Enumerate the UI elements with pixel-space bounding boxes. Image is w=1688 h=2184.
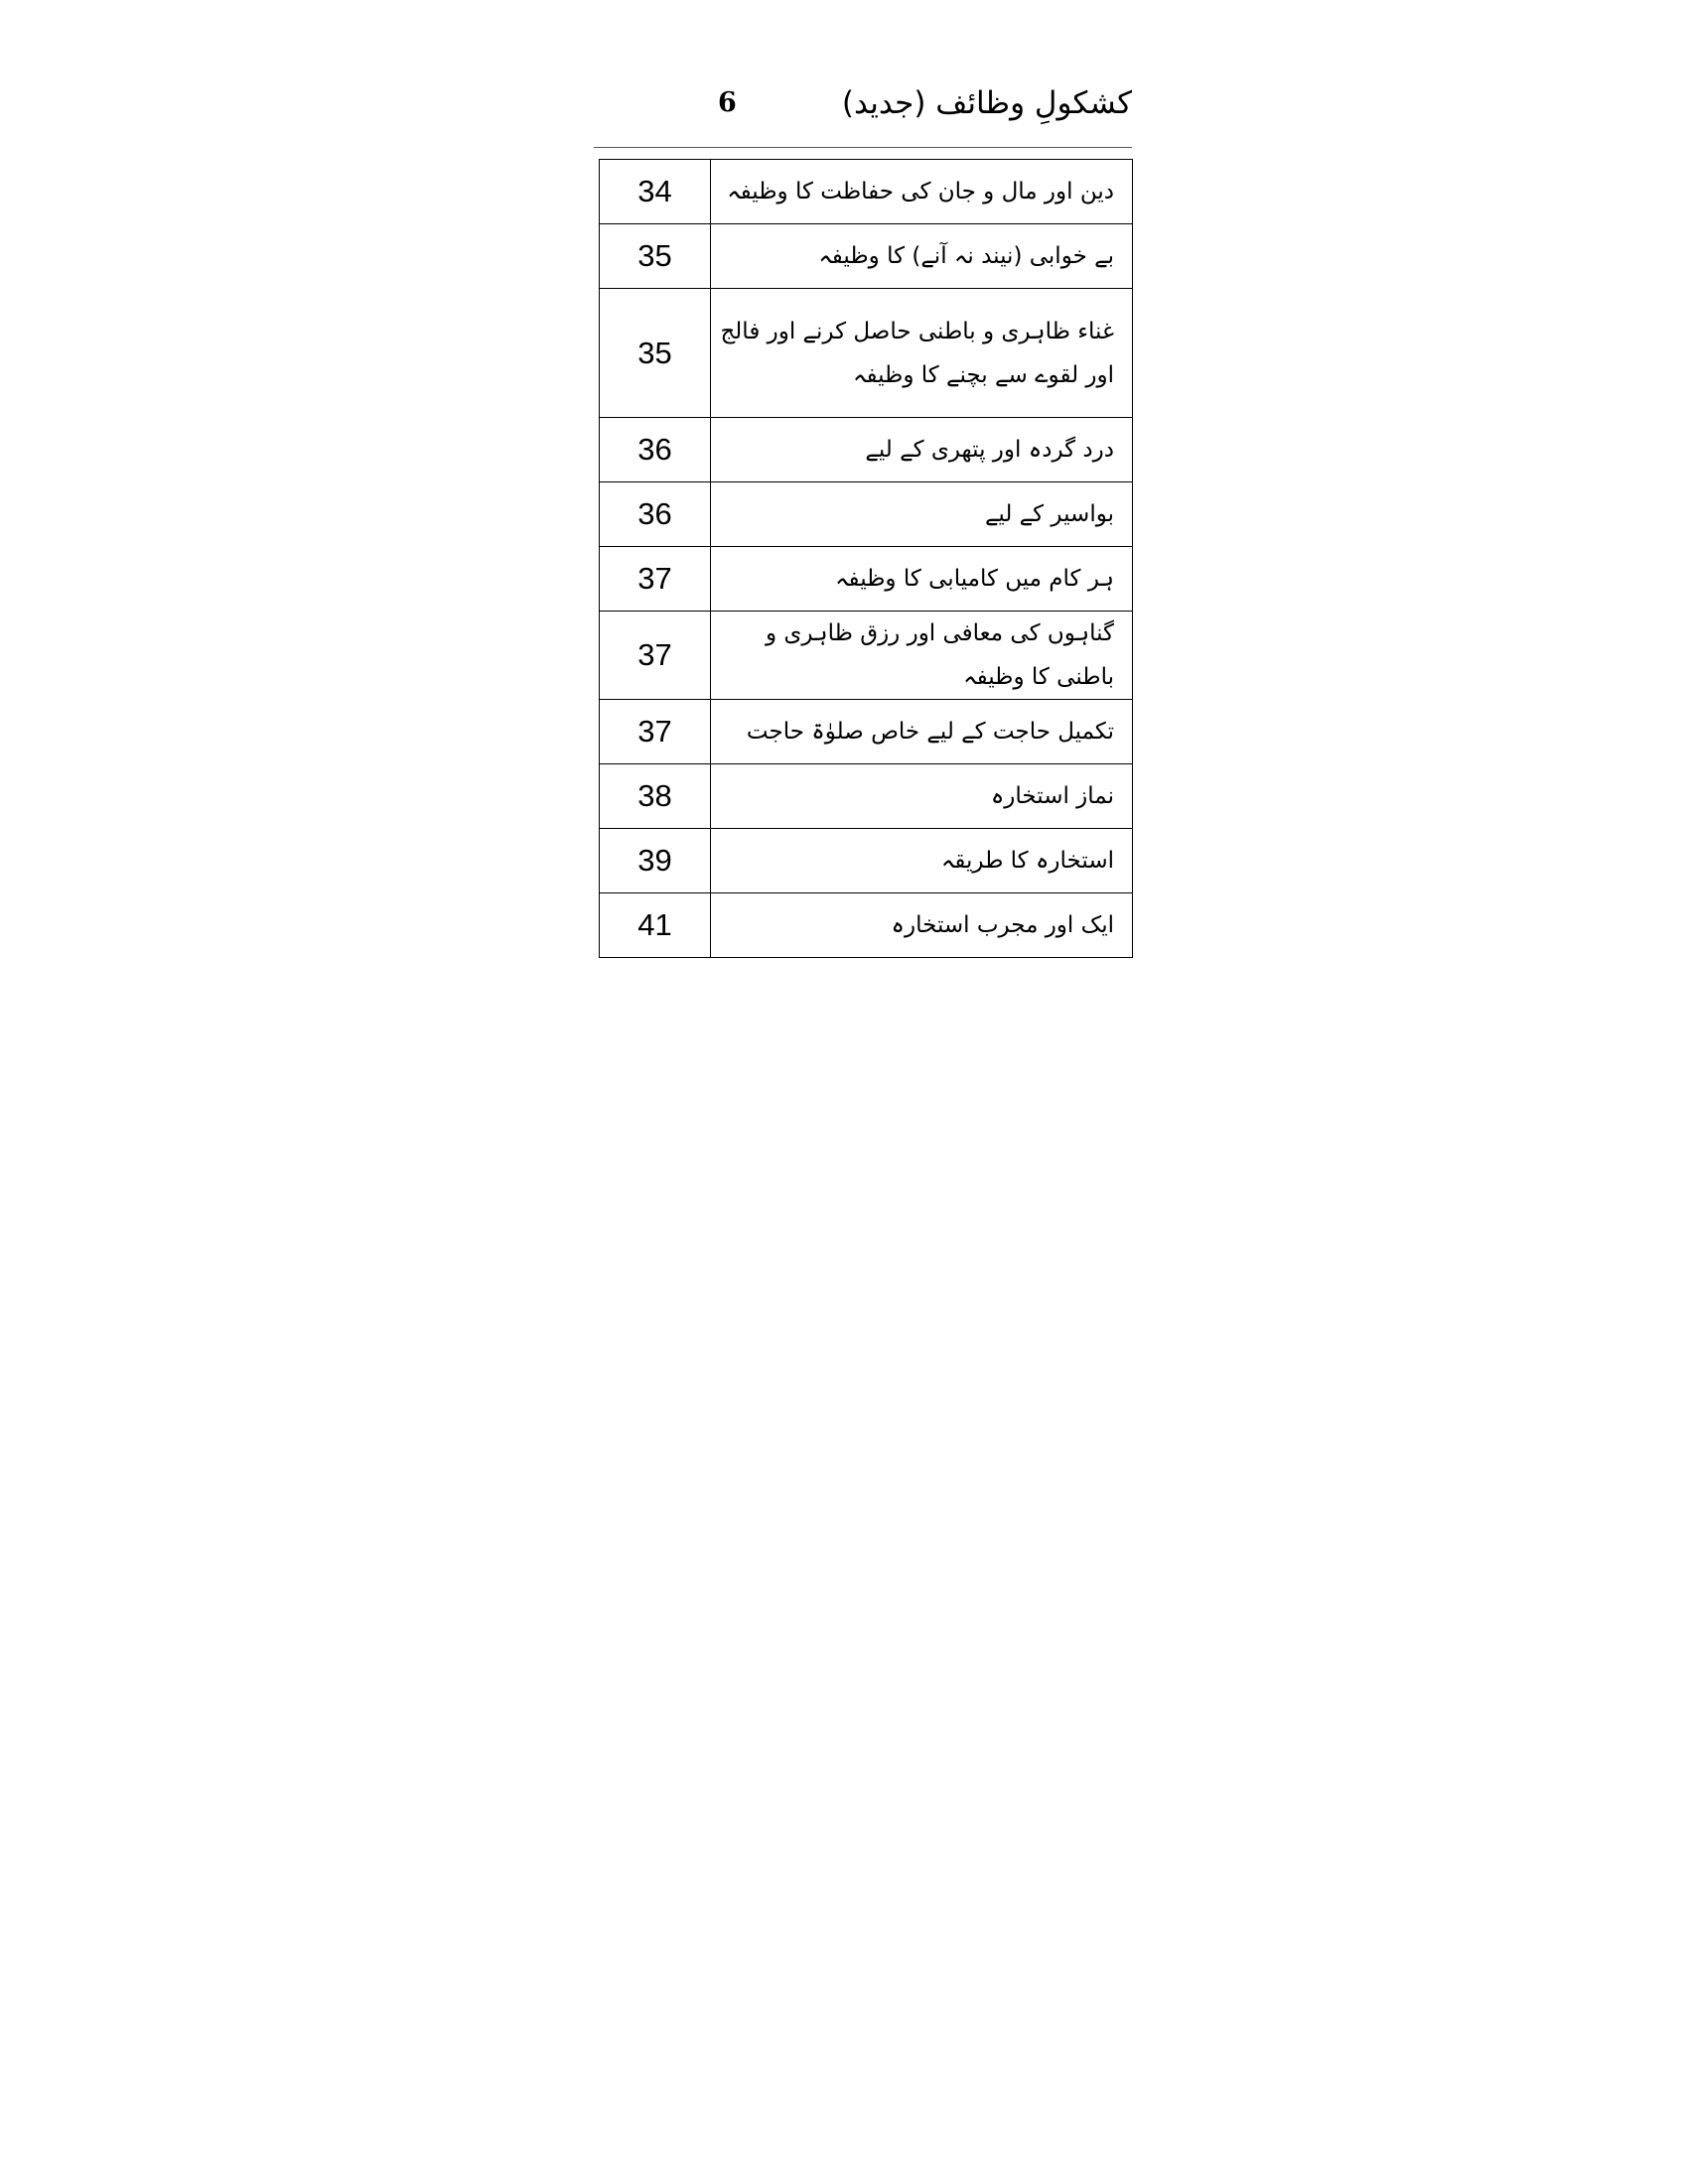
toc-entry-title: ہر کام میں کامیابی کا وظیفہ [711, 547, 1133, 612]
page-number: 6 [718, 87, 737, 118]
toc-page-number: 37 [600, 700, 711, 764]
toc-page-number: 35 [600, 224, 711, 289]
toc-row [600, 224, 1133, 289]
toc-entry-title: غناء ظاہری و باطنی حاصل کرنے اور فالج اور لقوے سے بچنے کا وظیفہ [711, 289, 1133, 418]
book-title: کشکولِ وظائف (جدید) [841, 85, 1132, 121]
toc-entry-title: بواسیر کے لیے [711, 482, 1133, 547]
toc-row [600, 547, 1133, 612]
toc-row [600, 893, 1133, 958]
toc-entry-title: درد گردہ اور پتھری کے لیے [711, 418, 1133, 482]
toc-row [600, 289, 1133, 418]
toc-page-number: 35 [600, 289, 711, 418]
table-of-contents [599, 159, 1133, 958]
toc-row [600, 829, 1133, 893]
toc-page-number: 36 [600, 418, 711, 482]
toc-page-number: 39 [600, 829, 711, 893]
toc-page-number: 37 [600, 612, 711, 700]
toc-row [600, 700, 1133, 764]
toc-row [600, 612, 1133, 700]
toc-row [600, 160, 1133, 224]
toc-page-number: 38 [600, 764, 711, 829]
toc-row [600, 764, 1133, 829]
toc-entry-title: بے خوابی (نیند نہ آنے) کا وظیفہ [711, 224, 1133, 289]
toc-page-number: 41 [600, 893, 711, 958]
toc-entry-title: استخارہ کا طریقہ [711, 829, 1133, 893]
page-header [594, 81, 1132, 145]
toc-page-number: 37 [600, 547, 711, 612]
toc-entry-title: نماز استخارہ [711, 764, 1133, 829]
toc-entry-title: گناہوں کی معافی اور رزق ظاہری و باطنی کا وظیفہ [711, 612, 1133, 700]
toc-entry-title: ایک اور مجرب استخارہ [711, 893, 1133, 958]
toc-page-number: 34 [600, 160, 711, 224]
toc-row [600, 418, 1133, 482]
toc-entry-title: تکمیل حاجت کے لیے خاص صلوٰۃ حاجت [711, 700, 1133, 764]
header-divider [594, 147, 1132, 148]
toc-row [600, 482, 1133, 547]
toc-entry-title: دین اور مال و جان کی حفاظت کا وظیفہ [711, 160, 1133, 224]
toc-page-number: 36 [600, 482, 711, 547]
